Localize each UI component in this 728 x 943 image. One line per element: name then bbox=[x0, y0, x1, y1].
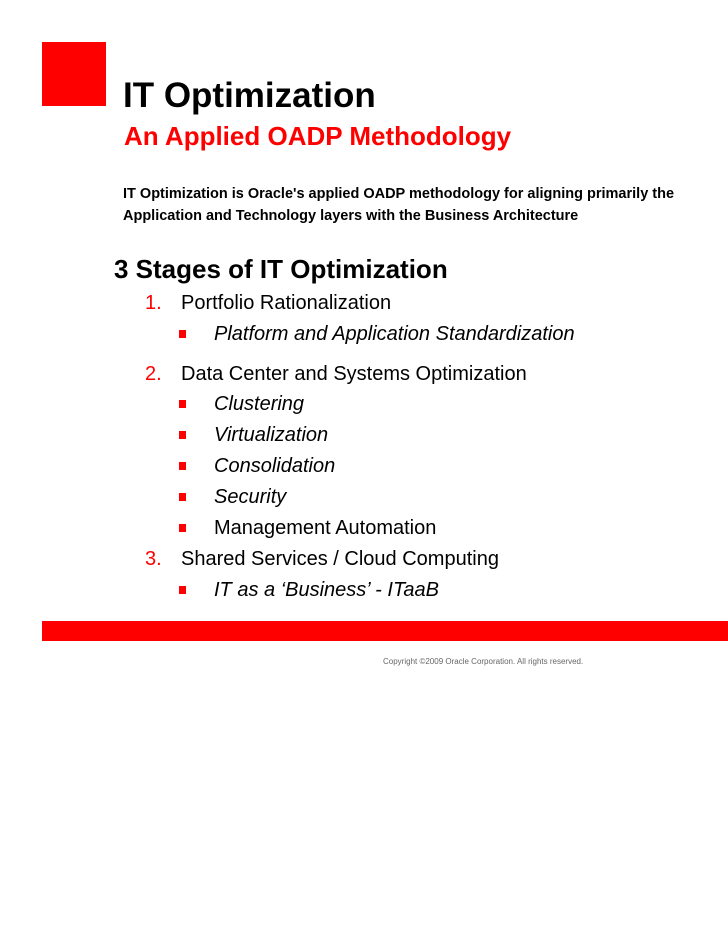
slide-title: IT Optimization bbox=[123, 76, 376, 115]
square-bullet-icon bbox=[179, 524, 186, 532]
slide-subtitle: An Applied OADP Methodology bbox=[124, 121, 512, 151]
footer-red-bar bbox=[42, 621, 728, 641]
intro-line-2: Application and Technology layers with the Business Architecture bbox=[123, 208, 579, 224]
stage-label: Portfolio Rationalization bbox=[181, 292, 392, 314]
intro-paragraph bbox=[123, 183, 728, 227]
square-bullet-icon bbox=[179, 400, 186, 408]
section-heading: 3 Stages of IT Optimization bbox=[114, 254, 448, 284]
red-accent-square bbox=[42, 42, 106, 106]
copyright-notice: Copyright ©2009 Oracle Corporation. All rights reserved. bbox=[383, 657, 584, 666]
stage-label: Shared Services / Cloud Computing bbox=[181, 548, 499, 570]
square-bullet-icon bbox=[179, 493, 186, 501]
square-bullet-icon bbox=[179, 431, 186, 439]
stage-label: Data Center and Systems Optimization bbox=[181, 363, 527, 385]
intro-line-1: IT Optimization is Oracle's applied OADP methodology for aligning primarily the bbox=[123, 186, 675, 202]
bullet-label: Clustering bbox=[214, 393, 305, 415]
square-bullet-icon bbox=[179, 462, 186, 470]
bullet-label: Consolidation bbox=[214, 455, 336, 477]
square-bullet-icon bbox=[179, 586, 186, 594]
stage-number: 3. bbox=[145, 548, 162, 570]
bullet-label: Management Automation bbox=[214, 517, 437, 539]
bullet-label: IT as a ‘Business’ - ITaaB bbox=[214, 579, 439, 601]
bullet-label: Platform and Application Standardization bbox=[214, 323, 575, 345]
bullet-label: Virtualization bbox=[214, 424, 329, 446]
stage-number: 2. bbox=[145, 363, 162, 385]
square-bullet-icon bbox=[179, 330, 186, 338]
bullet-label: Security bbox=[214, 486, 287, 508]
stage-number: 1. bbox=[145, 292, 162, 314]
